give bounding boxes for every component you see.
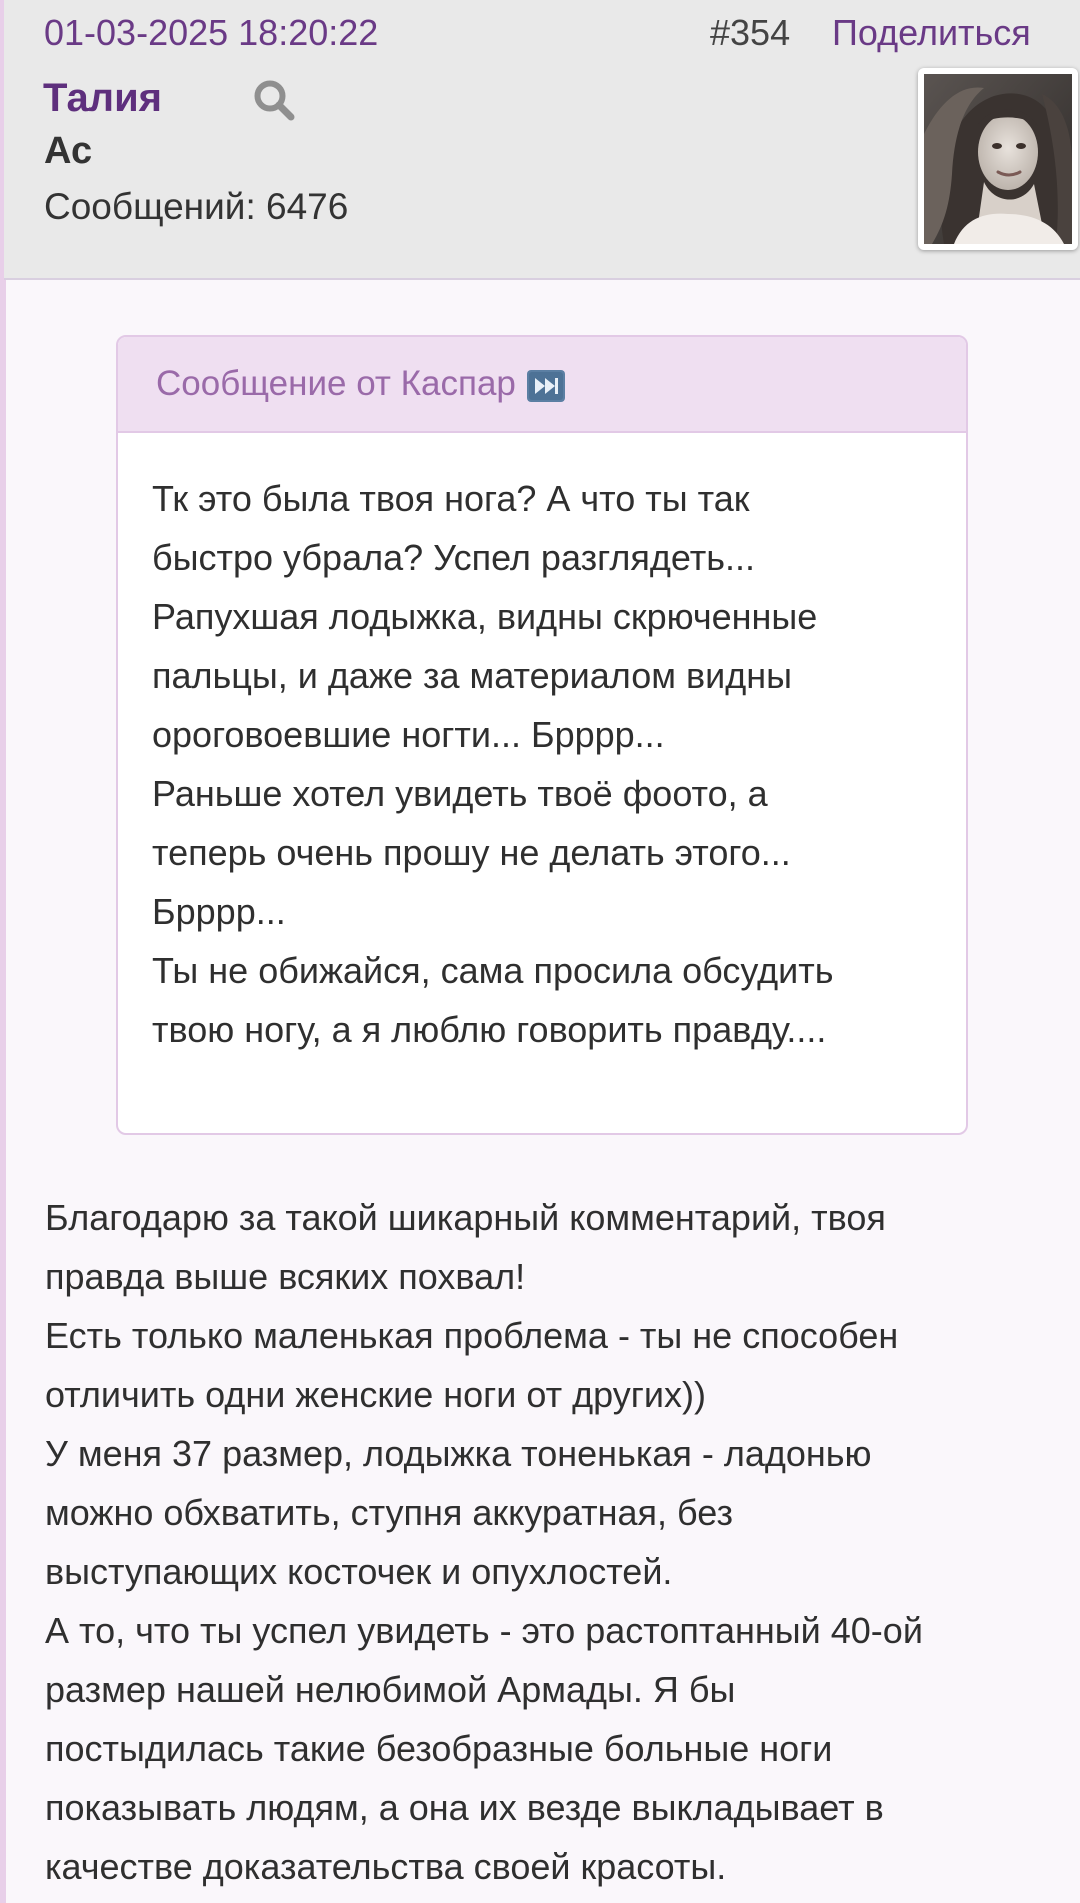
fast-forward-icon[interactable]	[526, 369, 566, 403]
author-post-count: Сообщений: 6476	[44, 186, 349, 227]
post-body	[45, 1188, 1045, 1896]
quote-author-label: Сообщение от Каспар	[156, 364, 516, 403]
post-body-line: размер нашей нелюбимой Армады. Я бы	[45, 1669, 736, 1710]
avatar[interactable]	[918, 68, 1078, 250]
quote-line: ороговоевшие ногти... Брррр...	[152, 714, 665, 755]
quote-line: Рапухшая лодыжка, видны скрюченные	[152, 596, 818, 637]
quote-box	[116, 335, 968, 1135]
post-header	[4, 0, 1080, 280]
avatar-image	[924, 74, 1072, 244]
quote-line: Брррр...	[152, 891, 286, 932]
quote-line: Тк это была твоя нога? А что ты так	[152, 478, 750, 519]
quote-line: пальцы, и даже за материалом видны	[152, 655, 792, 696]
post-body-line: Благодарю за такой шикарный комментарий, твоя	[45, 1197, 886, 1238]
post-body-line: У меня 37 размер, лодыжка тоненькая - ладонью	[45, 1433, 872, 1474]
post-body-line: можно обхватить, ступня аккуратная, без	[45, 1492, 733, 1533]
post-body-line: постыдилась такие безобразные больные ноги	[45, 1728, 833, 1769]
post-body-line: правда выше всяких похвал!	[45, 1256, 526, 1297]
quote-line: Раньше хотел увидеть твоё фоото, а	[152, 773, 768, 814]
quote-line: твою ногу, а я люблю говорить правду....	[152, 1009, 827, 1050]
author-rank: Ас	[44, 130, 93, 172]
search-icon[interactable]	[252, 78, 296, 122]
post-number-link[interactable]: #354	[710, 12, 791, 53]
quote-text	[118, 433, 966, 1059]
quote-line: Ты не обижайся, сама просила обсудить	[152, 950, 834, 991]
quote-line: быстро убрала? Успел разглядеть...	[152, 537, 755, 578]
quote-header	[118, 337, 966, 433]
left-stripe	[0, 0, 6, 1903]
post-body-line: выступающих косточек и опухлостей.	[45, 1551, 673, 1592]
post-date: 01-03-2025 18:20:22	[44, 12, 379, 53]
post-body-line: А то, что ты успел увидеть - это растоптанный 40-ой	[45, 1610, 923, 1651]
post-body-line: качестве доказательства своей красоты.	[45, 1846, 727, 1887]
post-body-line: показывать людям, а она их везде выкладывает в	[45, 1787, 884, 1828]
post-body-line: Есть только маленькая проблема - ты не способен	[45, 1315, 899, 1356]
author-name[interactable]: Талия	[43, 76, 163, 120]
quote-line: теперь очень прошу не делать этого...	[152, 832, 791, 873]
post-body-line: отличить одни женские ноги от других))	[45, 1374, 706, 1415]
share-link[interactable]: Поделиться	[832, 12, 1031, 53]
